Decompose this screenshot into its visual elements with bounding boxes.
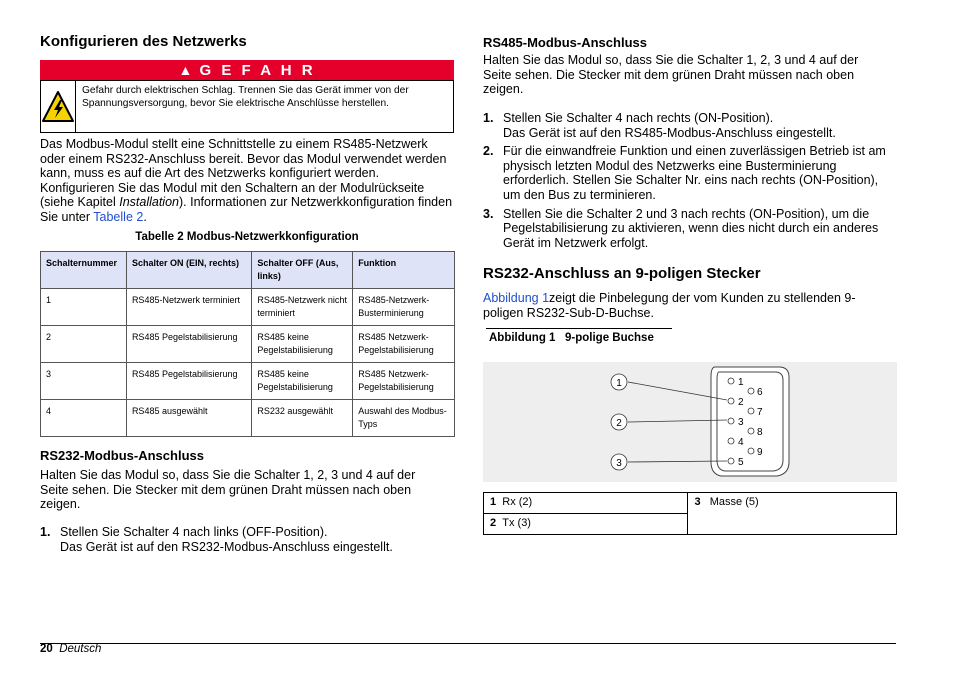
- table-row: [41, 326, 455, 363]
- callout-label: 3: [616, 458, 622, 469]
- list-item: [483, 144, 897, 202]
- intro-text-b: ). Informationen zur Netzwerkkonfiguration finden Sie unter: [40, 195, 453, 224]
- sub-d-text: zeigt die Pinbelegung der vom Kunden zu stellenden 9-poligen RS232-Sub-D-Buchse.: [483, 291, 856, 320]
- intro-text-a: Das Modbus-Modul stellt eine Schnittstelle zu einem RS485-Netzwerk oder einem RS232-Anschluss bereit. Bevor das Modul verwendet werden kann, muss es auf die Art des Netzwerks konfiguriert werden. Konfigurieren Sie das Modul mit den Schaltern an der Modulrückseite (siehe Kapitel: [40, 137, 447, 210]
- rs232-paragraph: Halten Sie das Modul so, dass Sie die Schalter 1, 2, 3 und 4 auf der Seite sehen. Die Stecker mit dem grünen Draht müssen nach oben zeigen.: [40, 468, 416, 512]
- step-text: Stellen Sie die Schalter 2 und 3 nach rechts (ON-Position), um die Pegelstabilisierung zu aktivieren, wenn dies nicht durch ein anderes Gerät im Netzwerk erfolgt.: [503, 206, 879, 250]
- header-switch-number: Schalternummer: [41, 252, 127, 289]
- step-number: 1.: [483, 111, 494, 125]
- network-config-table: [40, 251, 455, 437]
- callout-label: 2: [616, 418, 622, 429]
- intro-end: .: [143, 209, 147, 224]
- list-item: [40, 525, 454, 554]
- page-number: 20: [40, 643, 53, 655]
- table-cell: RS485 keine Pegelstabilisierung: [252, 363, 353, 400]
- table-cell: RS485 ausgewählt: [126, 400, 251, 437]
- step-result: Das Gerät ist auf den RS485-Modbus-Anschluss eingestellt.: [503, 125, 836, 140]
- pin-label: 5: [738, 457, 744, 468]
- pin-label: 7: [757, 407, 763, 418]
- step-text: Für die einwandfreie Funktion und einen zuverlässigen Betrieb ist am physisch letzten Modul des Netzwerks eine Busterminierung erforderlich. Stellen Sie Schalter Nr. eins nach rechts (ON-Position), um den Bus zu terminieren.: [503, 144, 886, 202]
- pin-assignment-table: [483, 492, 897, 535]
- step-text: Stellen Sie Schalter 4 nach rechts (ON-Position).: [503, 111, 774, 125]
- intro-italic: Installation: [119, 195, 179, 210]
- table-cell: RS485 Pegelstabilisierung: [126, 363, 251, 400]
- pin-cell: [484, 493, 688, 514]
- table-row: [41, 363, 455, 400]
- table-row: [484, 493, 897, 514]
- list-item: [483, 111, 897, 140]
- danger-box: [40, 80, 454, 133]
- section-heading-network: Konfigurieren des Netzwerks: [40, 33, 247, 50]
- callout-1: [611, 374, 627, 390]
- header-function: Funktion: [353, 252, 455, 289]
- table-cell: 3: [41, 363, 127, 400]
- warning-triangle-icon: ▲: [178, 62, 193, 78]
- intro-paragraph: [40, 137, 454, 225]
- footer-language: Deutsch: [59, 643, 102, 655]
- table-cell: RS485-Netzwerk terminiert: [126, 289, 251, 326]
- table-cell: 1: [41, 289, 127, 326]
- danger-banner: [40, 60, 454, 80]
- table-row: [41, 400, 455, 437]
- rs485-steps: [483, 111, 897, 250]
- step-number: 2.: [483, 144, 494, 159]
- figure-1-link[interactable]: Abbildung 1: [483, 291, 550, 305]
- pin-label: 1: [738, 377, 744, 388]
- step-number: 3.: [483, 206, 494, 221]
- pin-label: 4: [738, 437, 744, 448]
- step-text: Stellen Sie Schalter 4 nach links (OFF-Position).: [60, 525, 328, 539]
- table-header-row: [41, 252, 455, 289]
- sub-d-heading: RS232-Anschluss an 9-poligen Stecker: [483, 265, 761, 282]
- table-cell: 2: [41, 326, 127, 363]
- rs485-heading: RS485-Modbus-Anschluss: [483, 35, 647, 50]
- table-cell: RS232 ausgewählt: [252, 400, 353, 437]
- pin-label: Masse (5): [709, 496, 759, 508]
- rs232-heading: RS232-Modbus-Anschluss: [40, 448, 204, 463]
- danger-text: Gefahr durch elektrischen Schlag. Trennen Sie das Gerät immer von der Spannungsversorgung, bevor Sie elektrische Anschlüsse herstellen.: [82, 85, 409, 109]
- pin-num: 2: [490, 517, 497, 529]
- rs485-paragraph: Halten Sie das Modul so, dass Sie die Schalter 1, 2, 3 und 4 auf der Seite sehen. Die Stecker mit dem grünen Draht müssen nach oben zeigen.: [483, 53, 859, 97]
- table-cell: RS485-Netzwerk nicht terminiert: [252, 289, 353, 326]
- table-cell: RS485 Netzwerk-Pegelstabilisierung: [353, 363, 455, 400]
- callout-label: 1: [616, 378, 622, 389]
- table-2-link[interactable]: Tabelle 2: [93, 209, 144, 224]
- step-result: Das Gerät ist auf den RS232-Modbus-Anschluss eingestellt.: [60, 539, 393, 554]
- figure-caption-rule: [486, 328, 672, 329]
- callout-3: [611, 454, 627, 470]
- table-cell: RS485 keine Pegelstabilisierung: [252, 326, 353, 363]
- table-row: [41, 289, 455, 326]
- danger-warning: [40, 60, 454, 133]
- footer-rule: [40, 643, 896, 644]
- pin-label: Tx (3): [502, 517, 531, 529]
- rs232-steps: [40, 525, 454, 554]
- table-cell: 4: [41, 400, 127, 437]
- header-switch-on: Schalter ON (EIN, rechts): [126, 252, 251, 289]
- footer: [40, 643, 101, 655]
- pin-label: Rx (2): [502, 496, 533, 508]
- electrical-hazard-icon: [41, 81, 76, 132]
- table-caption: Tabelle 2 Modbus-Netzwerkkonfiguration: [135, 231, 359, 243]
- pin-cell: [688, 493, 897, 535]
- callout-2: [611, 414, 627, 430]
- pin-num: 1: [490, 496, 497, 508]
- pin-label: 9: [757, 447, 763, 458]
- step-number: 1.: [40, 525, 51, 539]
- pin-label: 6: [757, 387, 763, 398]
- table-cell: RS485-Netzwerk-Busterminierung: [353, 289, 455, 326]
- pin-num: 3: [694, 496, 701, 508]
- danger-label: G E F A H R: [199, 62, 316, 79]
- connector-figure: [483, 362, 897, 482]
- list-item: [483, 207, 897, 251]
- pin-label: 2: [738, 397, 744, 408]
- pin-label: 8: [757, 427, 763, 438]
- header-switch-off: Schalter OFF (Aus, links): [252, 252, 353, 289]
- figure-caption: Abbildung 1 9-polige Buchse: [489, 332, 654, 344]
- pin-cell: [484, 514, 688, 535]
- pin-label: 3: [738, 417, 744, 428]
- sub-d-paragraph: [483, 291, 883, 320]
- table-cell: RS485 Pegelstabilisierung: [126, 326, 251, 363]
- table-cell: RS485 Netzwerk-Pegelstabilisierung: [353, 326, 455, 363]
- table-cell: Auswahl des Modbus-Typs: [353, 400, 455, 437]
